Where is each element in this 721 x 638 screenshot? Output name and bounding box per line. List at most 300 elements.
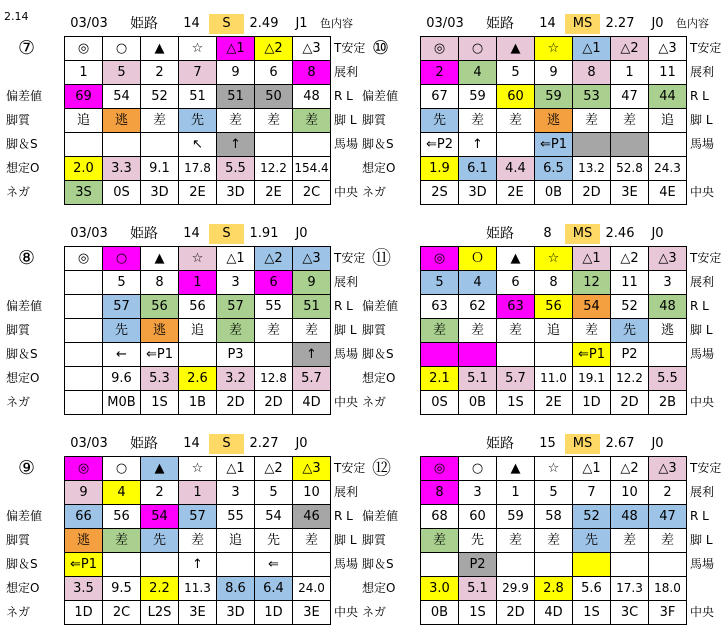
grid-cell — [255, 343, 293, 367]
grid-cell: 5.5 — [649, 367, 687, 391]
grid-cell: 11 — [611, 271, 649, 295]
grid-cell — [217, 553, 255, 577]
grid-cell: ◎ — [421, 247, 459, 271]
grid-cell: 2 — [421, 61, 459, 85]
grid-cell: 59 — [497, 505, 535, 529]
grid-cell — [65, 295, 103, 319]
race-number: ⑪ — [372, 247, 392, 269]
grid-cell: 57 — [103, 295, 141, 319]
grid-cell — [65, 319, 103, 343]
grid-cell: 24.3 — [649, 157, 687, 181]
grid-cell: 9.5 — [103, 577, 141, 601]
grid-cell: 0S — [421, 391, 459, 415]
grid-cell — [65, 391, 103, 415]
grid-cell: 54 — [573, 295, 611, 319]
grid-cell: △3 — [649, 247, 687, 271]
row-label: 想定O — [6, 161, 40, 175]
grid-cell: 2.8 — [535, 577, 573, 601]
grid-cell: 9 — [293, 271, 331, 295]
header-extra — [675, 224, 710, 244]
grid-cell: 逃 — [103, 109, 141, 133]
grid-cell: 5 — [255, 481, 293, 505]
header-grade: S — [209, 434, 244, 454]
row-label: 脚＆S — [362, 347, 394, 361]
grid-cell: 差 — [103, 529, 141, 553]
right-label: 脚 L — [334, 533, 357, 547]
grid-cell: 8 — [293, 61, 331, 85]
right-label: R L — [334, 509, 353, 523]
grid-cell — [459, 343, 497, 367]
grid-cell: 4 — [103, 481, 141, 505]
grid-cell: ☆ — [179, 247, 217, 271]
grid-cell: 4D — [535, 601, 573, 625]
right-label: R L — [690, 299, 709, 313]
grid-cell: 6 — [255, 61, 293, 85]
grid-cell: 2 — [141, 61, 179, 85]
header-date: 03/03 — [426, 16, 464, 31]
header-count: 14 — [183, 436, 200, 451]
grid-cell: 60 — [459, 505, 497, 529]
grid-cell: 追 — [649, 109, 687, 133]
grid-cell: △3 — [293, 37, 331, 61]
grid-cell: 3.3 — [103, 157, 141, 181]
grid-cell: 差 — [217, 319, 255, 343]
right-label: 中央 — [690, 395, 715, 409]
grid-cell: 50 — [255, 85, 293, 109]
grid-cell: 62 — [459, 295, 497, 319]
grid-cell: 0B — [421, 601, 459, 625]
grid-cell: 11.0 — [535, 367, 573, 391]
grid-cell: 48 — [293, 85, 331, 109]
grid-cell: 差 — [293, 319, 331, 343]
grid-cell: 2E — [255, 181, 293, 205]
grid-cell: 9.1 — [141, 157, 179, 181]
grid-cell: 17.3 — [611, 577, 649, 601]
grid-cell — [255, 133, 293, 157]
row-label: 想定O — [362, 371, 396, 385]
right-label: 脚 L — [690, 533, 713, 547]
grid-cell: 5 — [497, 61, 535, 85]
grid-cell: 1S — [459, 601, 497, 625]
grid-cell: ⇐P1 — [573, 343, 611, 367]
header-date: 03/03 — [70, 16, 108, 31]
row-label: 想定O — [362, 161, 396, 175]
grid-cell: 2E — [179, 181, 217, 205]
grid-cell — [65, 343, 103, 367]
grid-cell: △3 — [293, 247, 331, 271]
grid-cell: ▲ — [141, 37, 179, 61]
grid-cell: 56 — [535, 295, 573, 319]
grid-cell: 2D — [255, 391, 293, 415]
grid-cell: 2.1 — [421, 367, 459, 391]
grid-cell: ☆ — [179, 457, 217, 481]
right-label: 中央 — [334, 185, 359, 199]
right-label: 展利 — [690, 65, 715, 79]
grid-cell: 17.8 — [179, 157, 217, 181]
grid-cell: 2C — [103, 601, 141, 625]
race-number: ⑫ — [372, 457, 392, 479]
grid-cell: 3D — [217, 601, 255, 625]
grid-cell: 5 — [535, 481, 573, 505]
race-number: ⑨ — [18, 457, 36, 479]
grid-cell: 1 — [497, 481, 535, 505]
race-block — [362, 8, 721, 218]
grid-cell: 3F — [649, 601, 687, 625]
grid-cell: 7 — [179, 61, 217, 85]
right-label: 展利 — [334, 485, 359, 499]
grid-cell: ▲ — [497, 37, 535, 61]
header-value: 1.91 — [249, 226, 279, 241]
grid-cell: 3D — [459, 181, 497, 205]
grid-cell: 69 — [65, 85, 103, 109]
header-grade: MS — [565, 14, 600, 34]
grid-cell: 3.2 — [217, 367, 255, 391]
grid-cell: 8 — [535, 271, 573, 295]
grid-cell: △1 — [573, 37, 611, 61]
grid-cell: 57 — [179, 505, 217, 529]
grid-cell: 52 — [141, 85, 179, 109]
grid-cell: 12.2 — [611, 367, 649, 391]
race-number: ⑩ — [372, 37, 390, 59]
grid-cell: 3E — [611, 181, 649, 205]
grid-cell — [179, 343, 217, 367]
grid-cell: 0S — [103, 181, 141, 205]
grid-cell: 66 — [65, 505, 103, 529]
grid-cell: 3D — [217, 181, 255, 205]
grid-cell: 5.5 — [217, 157, 255, 181]
grid-cell: 52 — [611, 295, 649, 319]
grid-cell: 24.0 — [293, 577, 331, 601]
grid-cell: 5 — [103, 61, 141, 85]
row-label: 想定O — [362, 581, 396, 595]
header-jclass: J0 — [295, 226, 308, 241]
header-venue: 姫路 — [130, 436, 158, 452]
header-value: 2.67 — [605, 436, 635, 451]
row-label: ネガ — [362, 395, 387, 409]
row-label: 偏差値 — [362, 89, 399, 103]
grid-cell: 5.1 — [459, 367, 497, 391]
grid-cell: 0B — [459, 391, 497, 415]
right-label: R L — [690, 509, 709, 523]
grid-cell: 逃 — [535, 109, 573, 133]
grid-cell — [649, 133, 687, 157]
grid-cell — [293, 553, 331, 577]
row-label: 脚質 — [6, 113, 31, 127]
grid-cell: 9 — [217, 61, 255, 85]
grid-cell: 6.4 — [255, 577, 293, 601]
grid-cell — [497, 133, 535, 157]
grid-cell — [141, 133, 179, 157]
grid-cell: 差 — [217, 109, 255, 133]
grid-cell: 5.3 — [141, 367, 179, 391]
grid-cell: 52.8 — [611, 157, 649, 181]
grid-cell: 3C — [611, 601, 649, 625]
grid-cell: 2 — [141, 481, 179, 505]
header-venue: 姫路 — [130, 16, 158, 32]
grid-cell: 2D — [217, 391, 255, 415]
grid-cell: 5.7 — [293, 367, 331, 391]
grid-cell: 55 — [255, 295, 293, 319]
header-grade: S — [209, 224, 244, 244]
right-label: 中央 — [334, 605, 359, 619]
grid-cell: 4E — [649, 181, 687, 205]
header-count: 8 — [543, 226, 552, 241]
grid-cell: 差 — [255, 319, 293, 343]
grid-cell: 差 — [179, 529, 217, 553]
grid-cell: 先 — [459, 529, 497, 553]
row-label: ネガ — [362, 605, 387, 619]
grid-cell: 差 — [255, 109, 293, 133]
grid-cell: 8 — [141, 271, 179, 295]
header-venue: 姫路 — [486, 436, 514, 452]
grid-cell: 56 — [179, 295, 217, 319]
grid-cell: 1D — [255, 601, 293, 625]
grid-cell: 56 — [141, 295, 179, 319]
header-grade: MS — [565, 224, 600, 244]
right-label: 中央 — [334, 395, 359, 409]
grid-cell: 7 — [573, 481, 611, 505]
grid-cell — [535, 343, 573, 367]
right-label: 展利 — [334, 275, 359, 289]
grid-cell: 先 — [141, 529, 179, 553]
right-label: T安定 — [690, 41, 721, 55]
row-label: 偏差値 — [362, 299, 399, 313]
grid-cell: Ｏ — [459, 247, 497, 271]
grid-cell: P2 — [611, 343, 649, 367]
grid-cell: 2S — [421, 181, 459, 205]
row-label: 脚質 — [6, 533, 31, 547]
grid-cell: 4D — [293, 391, 331, 415]
header-value: 2.46 — [605, 226, 635, 241]
grid-cell: 51 — [179, 85, 217, 109]
grid-cell: 10 — [611, 481, 649, 505]
grid-cell: △2 — [611, 37, 649, 61]
grid-cell: 5.7 — [497, 367, 535, 391]
row-label: 脚＆S — [6, 557, 38, 571]
grid-cell: 3D — [141, 181, 179, 205]
grid-cell: 59 — [459, 85, 497, 109]
grid-cell: 8.6 — [217, 577, 255, 601]
grid-cell: ▲ — [497, 247, 535, 271]
grid-cell: 52 — [573, 505, 611, 529]
grid-cell — [649, 343, 687, 367]
right-label: 脚 L — [690, 323, 713, 337]
grid-cell: 2.6 — [179, 367, 217, 391]
right-label: T安定 — [690, 461, 721, 475]
row-label: 想定O — [6, 581, 40, 595]
header-value: 2.49 — [249, 16, 279, 31]
grid-cell — [649, 553, 687, 577]
grid-cell: 1S — [497, 391, 535, 415]
grid-cell: △1 — [217, 457, 255, 481]
grid-cell: ◎ — [421, 37, 459, 61]
header-jclass: J0 — [651, 436, 664, 451]
grid-cell: 47 — [649, 505, 687, 529]
header-extra — [675, 434, 710, 454]
grid-cell: 29.9 — [497, 577, 535, 601]
grid-cell — [573, 133, 611, 157]
row-label: 脚質 — [362, 533, 387, 547]
grid-cell: 先 — [611, 319, 649, 343]
header-date — [420, 224, 470, 244]
grid-cell: 57 — [217, 295, 255, 319]
right-label: R L — [334, 89, 353, 103]
grid-cell: 1 — [611, 61, 649, 85]
grid-cell: 54 — [255, 505, 293, 529]
grid-cell: 6.5 — [535, 157, 573, 181]
grid-cell: 1S — [573, 601, 611, 625]
grid-cell: 先 — [573, 529, 611, 553]
row-label: ネガ — [6, 395, 31, 409]
header-venue: 姫路 — [130, 226, 158, 242]
grid-cell: △3 — [649, 37, 687, 61]
grid-cell — [141, 553, 179, 577]
grid-cell: △1 — [573, 247, 611, 271]
grid-cell: 追 — [65, 109, 103, 133]
grid-cell: 1 — [179, 271, 217, 295]
row-label: 偏差値 — [362, 509, 399, 523]
row-label: ネガ — [6, 185, 31, 199]
grid-cell: 4 — [459, 271, 497, 295]
right-label: 脚 L — [334, 323, 357, 337]
right-label: 中央 — [690, 605, 715, 619]
grid-cell: ◎ — [65, 37, 103, 61]
grid-cell: 差 — [141, 109, 179, 133]
grid-cell: △2 — [255, 457, 293, 481]
row-label: 脚＆S — [362, 137, 394, 151]
grid-cell: ↑ — [293, 343, 331, 367]
grid-cell: 11 — [649, 61, 687, 85]
header-jclass: J1 — [295, 16, 308, 31]
grid-cell: 差 — [459, 319, 497, 343]
grid-cell: 55 — [217, 505, 255, 529]
grid-cell: ← — [103, 343, 141, 367]
grid-cell: 1D — [573, 391, 611, 415]
header-count: 14 — [183, 16, 200, 31]
header-jclass: J0 — [651, 16, 664, 31]
right-label: R L — [690, 89, 709, 103]
header-date: 03/03 — [70, 436, 108, 451]
grid-cell: ↑ — [179, 553, 217, 577]
grid-cell: 67 — [421, 85, 459, 109]
header-date: 03/03 — [70, 226, 108, 241]
grid-cell: 2C — [293, 181, 331, 205]
grid-cell: 56 — [103, 505, 141, 529]
grid-cell: ⇐P1 — [141, 343, 179, 367]
header-count: 15 — [539, 436, 556, 451]
grid-cell: 3 — [217, 481, 255, 505]
grid-cell: 3E — [293, 601, 331, 625]
right-label: 馬場 — [690, 137, 715, 151]
grid-cell: 68 — [421, 505, 459, 529]
grid-cell: 54 — [141, 505, 179, 529]
grid-cell — [65, 133, 103, 157]
header-grade: S — [209, 14, 244, 34]
grid-cell: 8 — [573, 61, 611, 85]
header-extra: 色内容 — [320, 17, 353, 30]
grid-cell: 5 — [103, 271, 141, 295]
right-label: T安定 — [690, 251, 721, 265]
grid-cell: 0B — [535, 181, 573, 205]
grid-cell: ⇐P2 — [421, 133, 459, 157]
right-label: 馬場 — [334, 137, 359, 151]
grid-cell — [65, 367, 103, 391]
grid-cell: 差 — [573, 109, 611, 133]
grid-cell: ○ — [459, 37, 497, 61]
right-label: 脚 L — [690, 113, 713, 127]
grid-cell: △2 — [255, 37, 293, 61]
grid-cell: M0B — [103, 391, 141, 415]
grid-cell: ☆ — [535, 37, 573, 61]
grid-cell: 53 — [573, 85, 611, 109]
grid-cell: 差 — [421, 529, 459, 553]
grid-cell: ◎ — [65, 247, 103, 271]
race-block — [6, 218, 366, 428]
grid-cell: 48 — [611, 505, 649, 529]
grid-cell: 2E — [535, 391, 573, 415]
row-label: 脚質 — [6, 323, 31, 337]
header-venue: 姫路 — [486, 226, 514, 242]
grid-cell: ☆ — [535, 247, 573, 271]
right-label: T安定 — [334, 41, 366, 55]
grid-cell — [103, 133, 141, 157]
grid-cell: 3E — [179, 601, 217, 625]
grid-cell: 9.6 — [103, 367, 141, 391]
grid-cell — [65, 271, 103, 295]
grid-cell: 差 — [459, 109, 497, 133]
grid-cell: 5.1 — [459, 577, 497, 601]
grid-cell: 1 — [65, 61, 103, 85]
grid-cell: ○ — [459, 457, 497, 481]
grid-cell: 12.8 — [255, 367, 293, 391]
row-label: ネガ — [6, 605, 31, 619]
grid-cell: 154.4 — [293, 157, 331, 181]
grid-cell: 1S — [141, 391, 179, 415]
grid-cell — [535, 553, 573, 577]
row-label: 脚質 — [362, 323, 387, 337]
grid-cell: 先 — [103, 319, 141, 343]
grid-cell: 差 — [649, 529, 687, 553]
right-label: 馬場 — [690, 347, 715, 361]
grid-cell: 3 — [459, 481, 497, 505]
header-extra — [319, 224, 354, 244]
grid-cell: 差 — [573, 319, 611, 343]
grid-cell: 51 — [217, 85, 255, 109]
grid-cell: △2 — [255, 247, 293, 271]
grid-cell: ○ — [103, 247, 141, 271]
grid-cell — [611, 553, 649, 577]
grid-cell: △1 — [217, 37, 255, 61]
grid-cell — [497, 343, 535, 367]
grid-cell: ⇐ — [255, 553, 293, 577]
grid-cell: 2D — [611, 391, 649, 415]
grid-cell: △3 — [293, 457, 331, 481]
grid-cell: 差 — [497, 109, 535, 133]
grid-cell: 2.0 — [65, 157, 103, 181]
grid-cell: 4.4 — [497, 157, 535, 181]
grid-cell: ↑ — [217, 133, 255, 157]
grid-cell: 19.1 — [573, 367, 611, 391]
grid-cell: 2B — [649, 391, 687, 415]
grid-cell: 追 — [535, 319, 573, 343]
grid-cell: 46 — [293, 505, 331, 529]
header-date — [420, 434, 470, 454]
row-label: 偏差値 — [6, 509, 43, 523]
grid-cell: ⇐P1 — [535, 133, 573, 157]
grid-cell: 逃 — [65, 529, 103, 553]
grid-cell: 3S — [65, 181, 103, 205]
header-jclass: J0 — [651, 226, 664, 241]
